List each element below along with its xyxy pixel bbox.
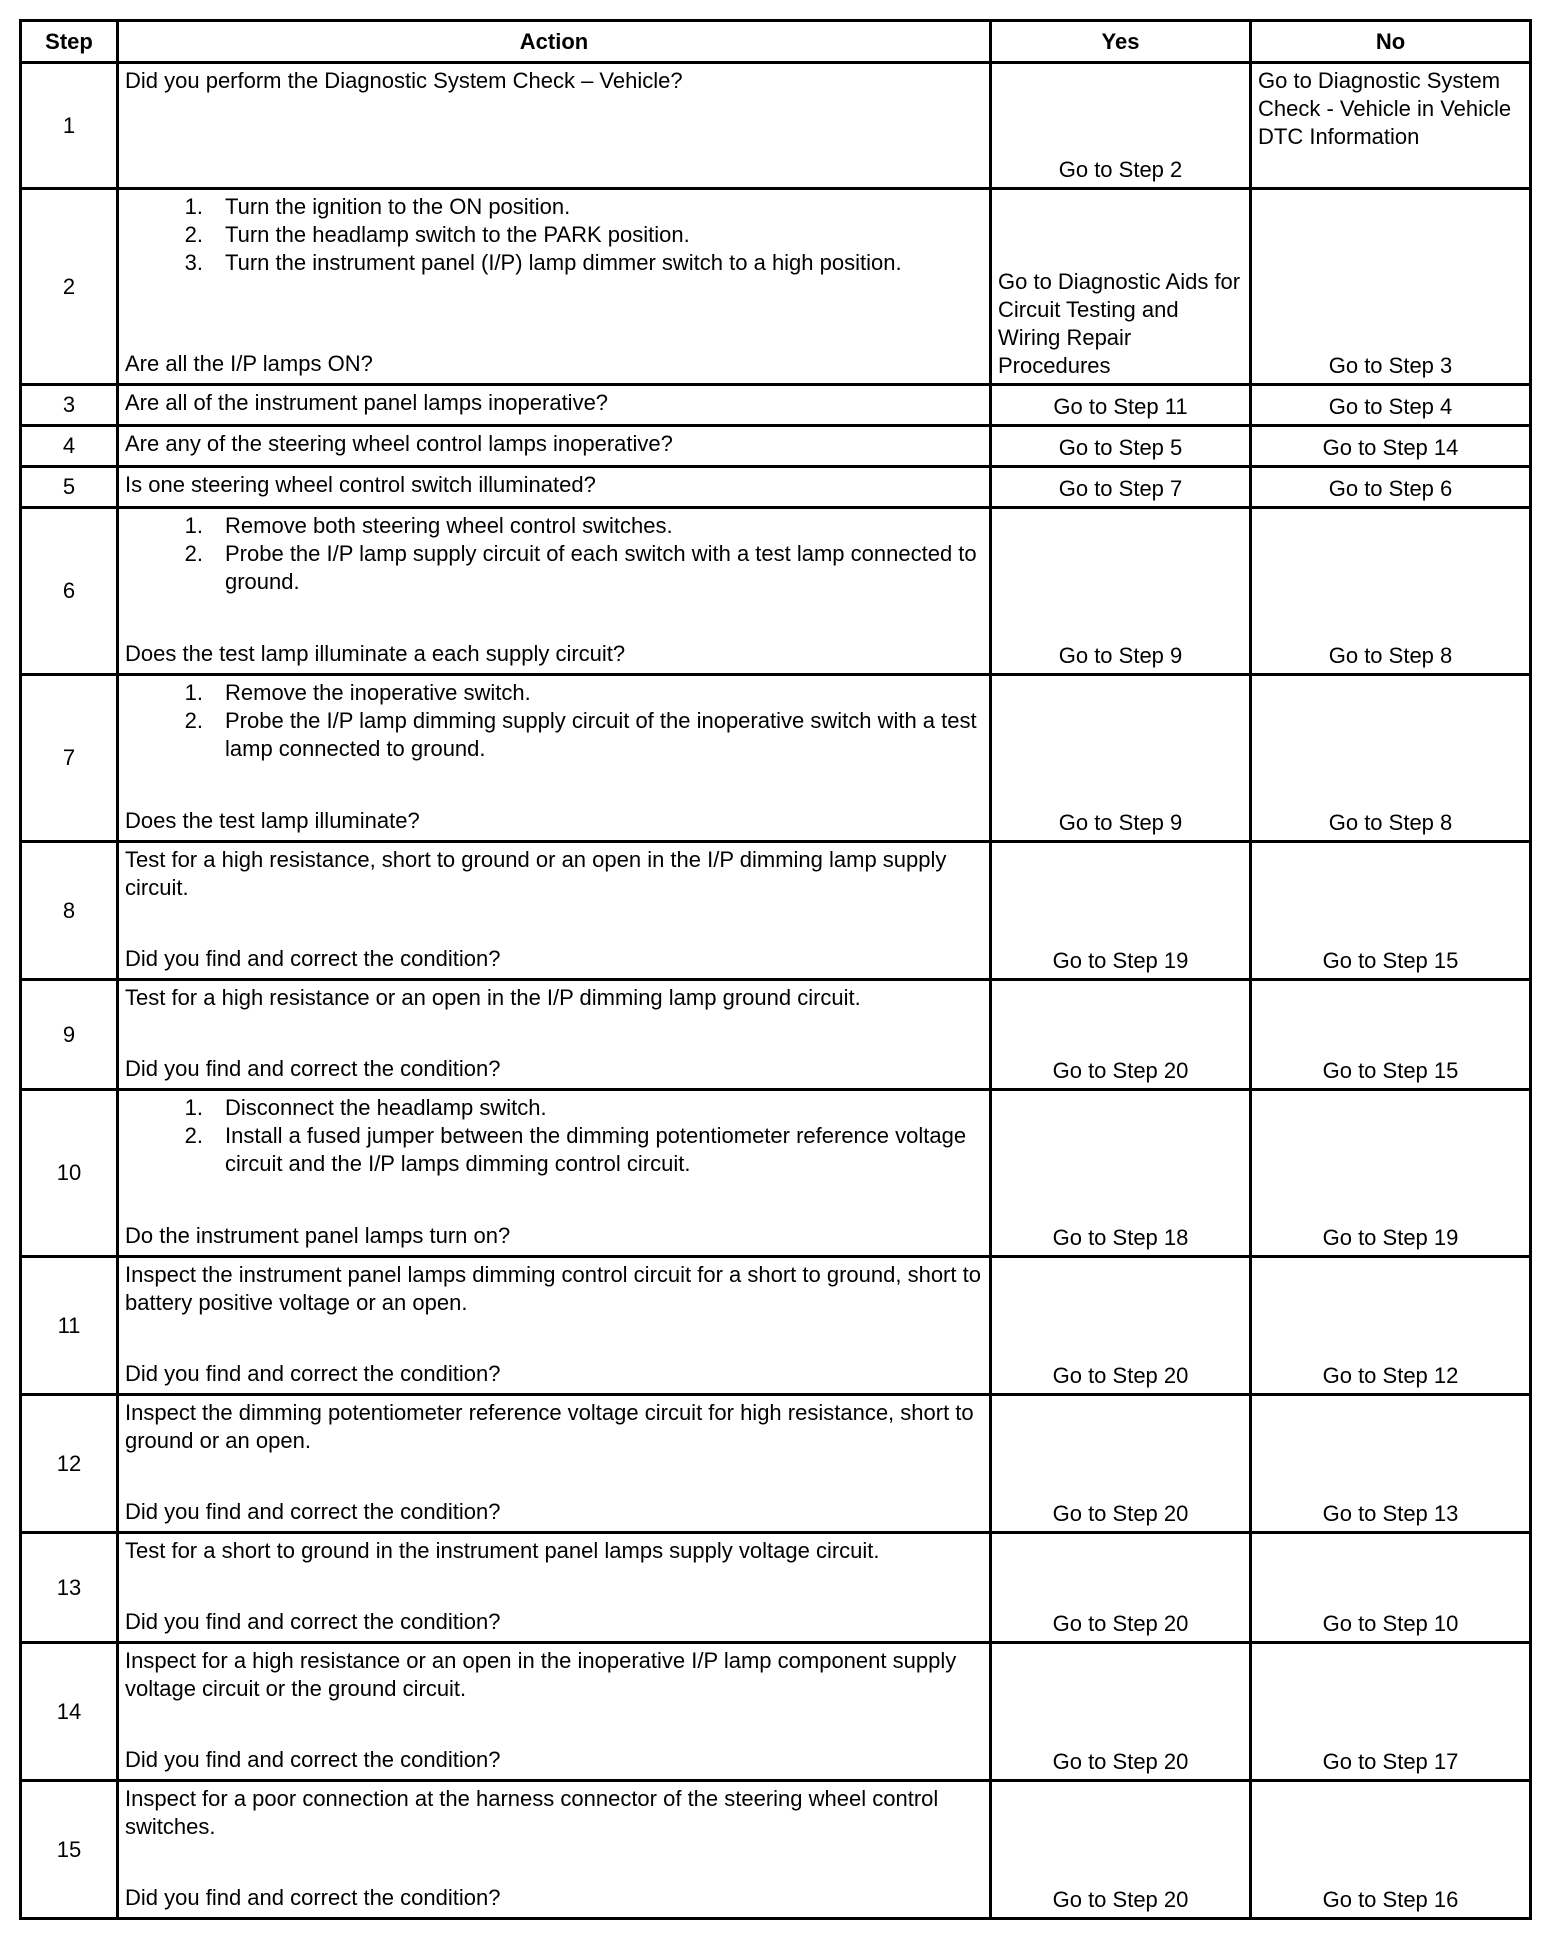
table-row bbox=[21, 842, 1531, 980]
yes-cell: Go to Step 20 bbox=[991, 1395, 1251, 1533]
diagnostic-table bbox=[19, 19, 1532, 1920]
step-number: 9 bbox=[21, 980, 118, 1090]
action-cell bbox=[118, 63, 991, 189]
yes-cell: Go to Step 9 bbox=[991, 508, 1251, 675]
action-cell bbox=[118, 1643, 991, 1781]
step-number: 14 bbox=[21, 1643, 118, 1781]
action-cell bbox=[118, 1781, 991, 1919]
step-number: 10 bbox=[21, 1090, 118, 1257]
action-question: Did you find and correct the condition? bbox=[125, 946, 501, 971]
step-number: 7 bbox=[21, 675, 118, 842]
step-number: 4 bbox=[21, 426, 118, 467]
action-text: Are any of the steering wheel control lamps inoperative? bbox=[125, 431, 673, 456]
table-row bbox=[21, 675, 1531, 842]
table-row bbox=[21, 1090, 1531, 1257]
step-number: 12 bbox=[21, 1395, 118, 1533]
action-cell bbox=[118, 1090, 991, 1257]
header-action: Action bbox=[118, 21, 991, 63]
procedure-list bbox=[125, 679, 983, 763]
table-row bbox=[21, 426, 1531, 467]
action-text: Inspect the instrument panel lamps dimming control circuit for a short to ground, short to battery positive voltage or an open. bbox=[125, 1262, 981, 1315]
table-row bbox=[21, 980, 1531, 1090]
action-question: Did you find and correct the condition? bbox=[125, 1361, 501, 1386]
action-cell bbox=[118, 1395, 991, 1533]
list-item: 2. Probe the I/P lamp dimming supply circuit of the inoperative switch with a test lamp connected to ground. bbox=[184, 708, 977, 761]
table-row bbox=[21, 1643, 1531, 1781]
no-cell: Go to Step 15 bbox=[1251, 980, 1531, 1090]
no-cell: Go to Step 19 bbox=[1251, 1090, 1531, 1257]
action-question: Are all the I/P lamps ON? bbox=[125, 351, 373, 376]
step-number: 11 bbox=[21, 1257, 118, 1395]
step-number: 13 bbox=[21, 1533, 118, 1643]
step-number: 3 bbox=[21, 385, 118, 426]
action-question: Does the test lamp illuminate? bbox=[125, 808, 420, 833]
list-item: 1. Remove both steering wheel control switches. bbox=[184, 513, 673, 538]
table-row bbox=[21, 189, 1531, 385]
no-cell: Go to Step 15 bbox=[1251, 842, 1531, 980]
no-cell: Go to Diagnostic System Check - Vehicle in Vehicle DTC Information bbox=[1251, 63, 1531, 189]
header-yes: Yes bbox=[991, 21, 1251, 63]
procedure-list bbox=[125, 193, 983, 277]
step-number: 5 bbox=[21, 467, 118, 508]
yes-cell: Go to Step 7 bbox=[991, 467, 1251, 508]
action-cell bbox=[118, 1533, 991, 1643]
no-cell: Go to Step 12 bbox=[1251, 1257, 1531, 1395]
yes-cell: Go to Step 20 bbox=[991, 1781, 1251, 1919]
action-text: Did you perform the Diagnostic System Check – Vehicle? bbox=[125, 68, 683, 93]
yes-cell: Go to Step 11 bbox=[991, 385, 1251, 426]
no-cell: Go to Step 8 bbox=[1251, 508, 1531, 675]
step-number: 6 bbox=[21, 508, 118, 675]
yes-cell: Go to Step 18 bbox=[991, 1090, 1251, 1257]
no-cell: Go to Step 17 bbox=[1251, 1643, 1531, 1781]
list-item: 2. Probe the I/P lamp supply circuit of each switch with a test lamp connected to ground. bbox=[184, 541, 977, 594]
action-cell bbox=[118, 467, 991, 508]
yes-cell: Go to Step 20 bbox=[991, 1257, 1251, 1395]
action-text: Inspect for a high resistance or an open in the inoperative I/P lamp component supply voltage circuit or the ground circuit. bbox=[125, 1648, 957, 1701]
yes-cell: Go to Step 20 bbox=[991, 980, 1251, 1090]
no-cell: Go to Step 3 bbox=[1251, 189, 1531, 385]
list-item: 2. Install a fused jumper between the dimming potentiometer reference voltage circuit and the I/P lamps dimming control circuit. bbox=[184, 1123, 967, 1176]
table-row bbox=[21, 1395, 1531, 1533]
no-cell: Go to Step 13 bbox=[1251, 1395, 1531, 1533]
list-item: 3. Turn the instrument panel (I/P) lamp dimmer switch to a high position. bbox=[184, 250, 902, 275]
action-text: Inspect for a poor connection at the harness connector of the steering wheel control switches. bbox=[125, 1786, 939, 1839]
action-cell bbox=[118, 980, 991, 1090]
step-number: 1 bbox=[21, 63, 118, 189]
action-text: Is one steering wheel control switch illuminated? bbox=[125, 472, 596, 497]
list-item: 1. Turn the ignition to the ON position. bbox=[184, 194, 571, 219]
list-item: 1. Disconnect the headlamp switch. bbox=[184, 1095, 547, 1120]
action-question: Did you find and correct the condition? bbox=[125, 1885, 501, 1910]
yes-cell: Go to Step 19 bbox=[991, 842, 1251, 980]
action-cell bbox=[118, 426, 991, 467]
diagnostic-page bbox=[19, 19, 1529, 1920]
no-cell: Go to Step 6 bbox=[1251, 467, 1531, 508]
no-cell: Go to Step 4 bbox=[1251, 385, 1531, 426]
action-cell bbox=[118, 508, 991, 675]
action-cell bbox=[118, 675, 991, 842]
step-number: 15 bbox=[21, 1781, 118, 1919]
yes-cell: Go to Diagnostic Aids for Circuit Testing and Wiring Repair Procedures bbox=[991, 189, 1251, 385]
header-no: No bbox=[1251, 21, 1531, 63]
step-number: 8 bbox=[21, 842, 118, 980]
action-question: Did you find and correct the condition? bbox=[125, 1499, 501, 1524]
yes-cell: Go to Step 2 bbox=[991, 63, 1251, 189]
action-cell bbox=[118, 385, 991, 426]
yes-cell: Go to Step 9 bbox=[991, 675, 1251, 842]
table-row bbox=[21, 385, 1531, 426]
header-step: Step bbox=[21, 21, 118, 63]
action-text: Test for a high resistance or an open in the I/P dimming lamp ground circuit. bbox=[125, 985, 861, 1010]
no-cell: Go to Step 14 bbox=[1251, 426, 1531, 467]
action-text: Inspect the dimming potentiometer reference voltage circuit for high resistance, short to ground or an open. bbox=[125, 1400, 974, 1453]
action-cell bbox=[118, 189, 991, 385]
step-number: 2 bbox=[21, 189, 118, 385]
table-row bbox=[21, 1257, 1531, 1395]
table-row bbox=[21, 467, 1531, 508]
table-row bbox=[21, 508, 1531, 675]
no-cell: Go to Step 16 bbox=[1251, 1781, 1531, 1919]
procedure-list bbox=[125, 512, 983, 596]
table-row bbox=[21, 63, 1531, 189]
procedure-list bbox=[125, 1094, 983, 1178]
table-row bbox=[21, 1781, 1531, 1919]
action-question: Does the test lamp illuminate a each supply circuit? bbox=[125, 641, 626, 666]
action-question: Do the instrument panel lamps turn on? bbox=[125, 1223, 511, 1248]
table-row bbox=[21, 1533, 1531, 1643]
action-question: Did you find and correct the condition? bbox=[125, 1609, 501, 1634]
list-item: 2. Turn the headlamp switch to the PARK position. bbox=[184, 222, 690, 247]
action-question: Did you find and correct the condition? bbox=[125, 1056, 501, 1081]
no-cell: Go to Step 10 bbox=[1251, 1533, 1531, 1643]
action-cell bbox=[118, 1257, 991, 1395]
yes-cell: Go to Step 20 bbox=[991, 1643, 1251, 1781]
header-row bbox=[21, 21, 1531, 63]
action-text: Test for a short to ground in the instrument panel lamps supply voltage circuit. bbox=[125, 1538, 880, 1563]
no-cell: Go to Step 8 bbox=[1251, 675, 1531, 842]
list-item: 1. Remove the inoperative switch. bbox=[184, 680, 531, 705]
action-text: Are all of the instrument panel lamps inoperative? bbox=[125, 390, 609, 415]
action-text: Test for a high resistance, short to ground or an open in the I/P dimming lamp supply circuit. bbox=[125, 847, 947, 900]
yes-cell: Go to Step 20 bbox=[991, 1533, 1251, 1643]
action-cell bbox=[118, 842, 991, 980]
yes-cell: Go to Step 5 bbox=[991, 426, 1251, 467]
action-question: Did you find and correct the condition? bbox=[125, 1747, 501, 1772]
